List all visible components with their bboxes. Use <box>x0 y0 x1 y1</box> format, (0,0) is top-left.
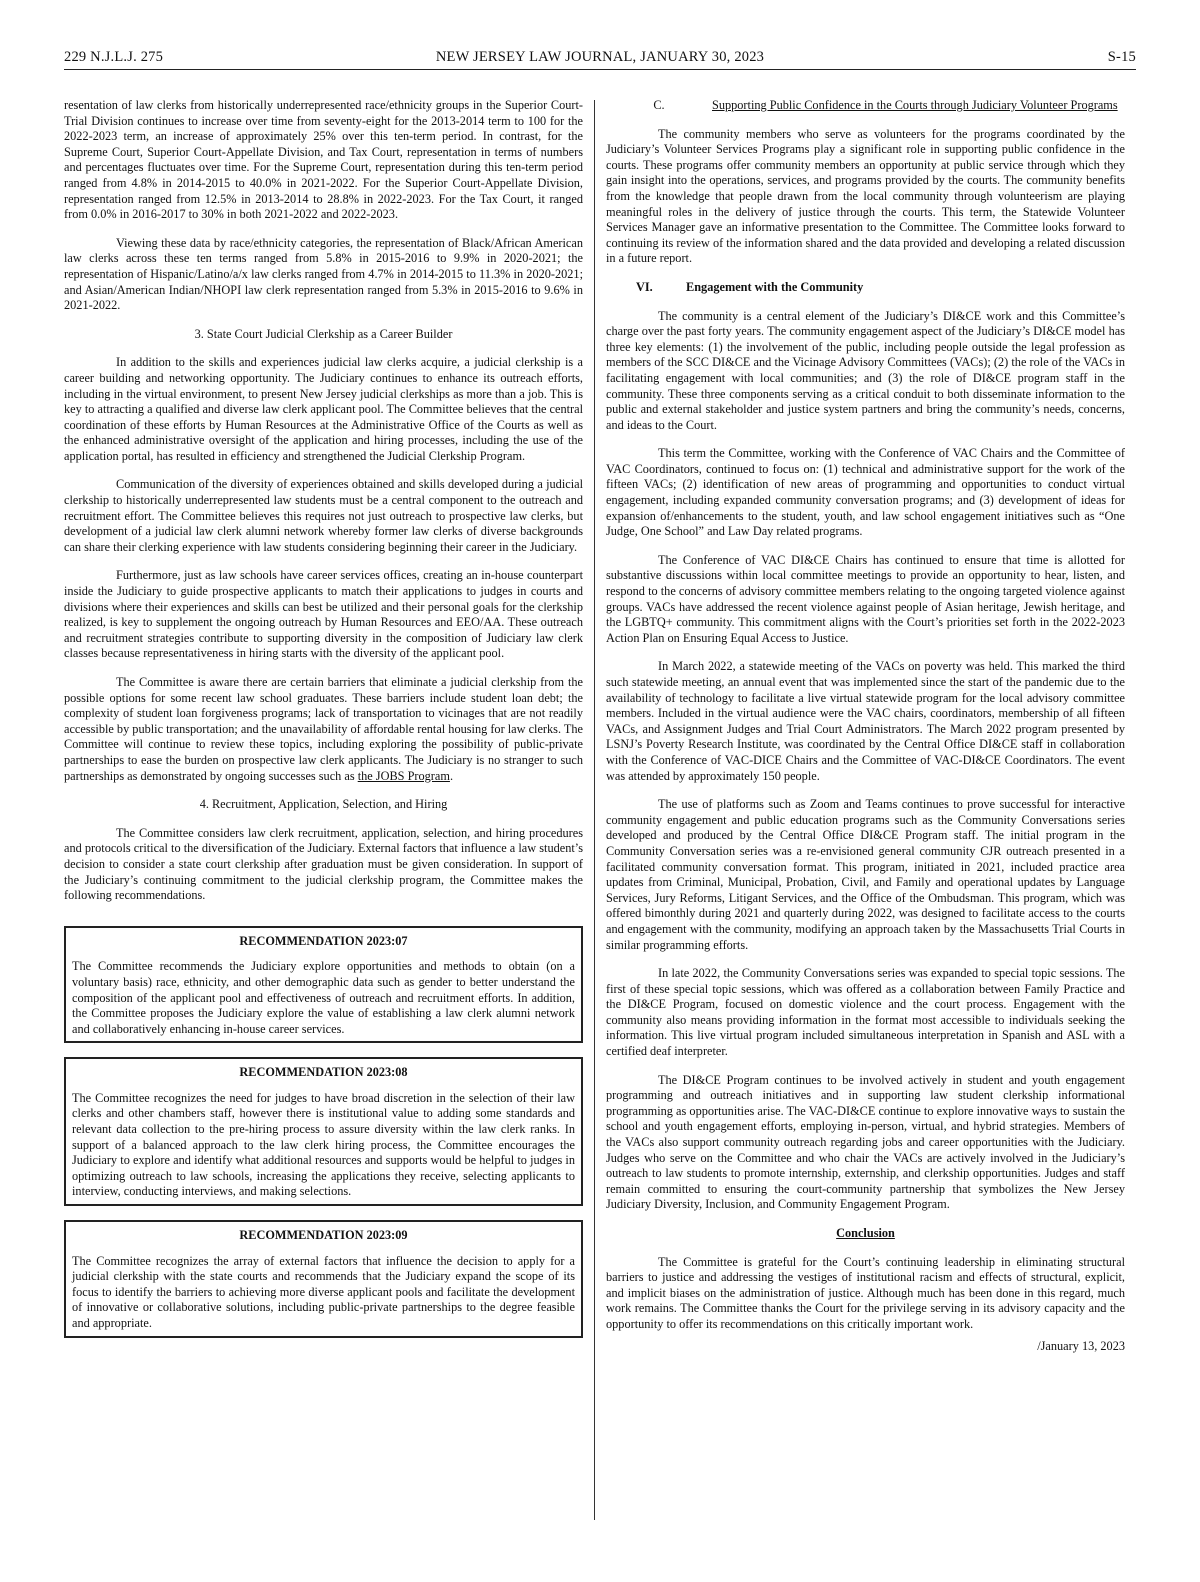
section-title: Supporting Public Confidence in the Courts through Judiciary Volunteer Programs <box>712 98 1118 112</box>
jobs-program-link[interactable]: the JOBS Program <box>357 768 450 783</box>
paragraph-end: . <box>449 768 454 783</box>
paragraph: Furthermore, just as law schools have career services offices, creating an in-house counterpart inside the Judiciary to guide prospective applicants to match their applications to judges in courts and divisions where their experiences and skills can best be utilized and their personal goals for the clerkship realized, is key to supplement the ongoing outreach by Human Resources and EEO/AA. These outreach and recruitment strategies contribute to supporting diversity in the composition of Judiciary law clerk classes because representativeness in hiring starts with the diversity of the applicant pool. <box>64 568 583 661</box>
paragraph: The community members who serve as volunteers for the programs coordinated by the Judiciary’s Volunteer Services Programs play a significant role in supporting public confidence in the courts. These programs offer community members an opportunity at public service through which they gain insight into the operations, services, and programs provided by the courts. The community benefits from the knowledge that people drawn from the local community through volunteerism are playing meaningful roles in the delivery of justice through the courts. This term, the Statewide Volunteer Services Manager gave an informative presentation to the Committee. The Committee looks forward to continuing its review of the information shared and the data provided and developing a related discussion in a future report. <box>606 126 1125 266</box>
section-title: Engagement with the Community <box>686 279 864 294</box>
column-divider <box>594 100 595 1520</box>
page-number: S-15 <box>1107 49 1136 65</box>
right-column <box>606 98 1125 1354</box>
recommendation-text: The Committee recommends the Judiciary explore opportunities and methods to obtain (on a voluntary basis) race, ethnicity, and other demographic data such as gender to better understand the composition of the applicant pool and effectiveness of outreach and recruitment efforts. In addition, the Committee proposes the Judiciary explore the value of establishing a law clerk alumni network and collaboratively enhancing in-house career services. <box>72 959 575 1036</box>
recommendation-title: RECOMMENDATION 2023:07 <box>239 933 408 948</box>
paragraph: In addition to the skills and experiences judicial law clerks acquire, a judicial clerkship is a career building and networking opportunity. The Judiciary continues to enhance its outreach efforts, including in the virtual environment, to present New Jersey judicial clerkships as more than a job. This is key to attracting a qualified and diverse law clerk applicant pool. The Committee believes that the central coordination of these efforts by Human Resources at the Administrative Office of the Courts as well as the enhanced administrative oversight of the application and hiring processes, including the use of the application portal, has resulted in efficiency and strengthened the Judicial Clerkship Program. <box>64 355 583 463</box>
recommendation-box <box>64 1220 583 1338</box>
paragraph: The community is a central element of the Judiciary’s DI&CE work and this Committee’s charge over the past forty years. The community engagement aspect of the Judiciary’s DI&CE model has three key elements: (1) the involvement of the public, including people outside the legal profession as members of the SCC DI&CE and the Vicinage Advisory Committees (VACs); (2) the role of the VACs in facilitating engagement with local communities; and (3) the role of DI&CE program staff in the community. These three components serving as a critical conduit to both disseminate information to the public and external stakeholder and justice system partners and bring the community’s needs, concerns, and ideas to the Court. <box>606 308 1125 432</box>
paragraph: The Committee considers law clerk recruitment, application, selection, and hiring procedures and protocols critical to the diversification of the Judiciary. External factors that influence a law student’s decision to consider a state court clerkship after graduation must be given consideration. In support of the Judiciary’s continuing commitment to the judicial clerkship program, the Committee makes the following recommendations. <box>64 825 583 903</box>
page-header <box>64 49 1136 70</box>
recommendation-box <box>64 926 583 1044</box>
paragraph: This term the Committee, working with the Conference of VAC Chairs and the Committee of VAC Coordinators, continued to focus on: (1) technical and administrative support for the work of the fifteen VACs; (2) identification of new areas of programming and opportunities to conduct virtual engagement, including expanded community conversation programs; and (3) development of ideas for expansion of/enhancements to the student, youth, and law school engagement initiatives such as “One Judge, One School” and Law Day related programs. <box>606 446 1125 539</box>
recommendation-title: RECOMMENDATION 2023:08 <box>239 1065 408 1080</box>
section-label: C. <box>653 98 665 112</box>
paragraph: The use of platforms such as Zoom and Teams continues to prove successful for interactive community engagement and public education programs such as the Community Conversations series developed and produced by the Central Office DI&CE Program staff. The initial program in the Community Conversation series was a re-envisioned general community CJR outreach presented in a facilitated community conversation format. This program, initiated in 2021, included practice area updates from Criminal, Municipal, Probation, Civil, and Family and operational updates by Language Services, Jury Reforms, Litigant Services, and the Office of the Ombudsman. This program, which was offered bimonthly during 2021 and quarterly during 2022, was designed to facilitate access to the courts and engagement with the community, modifying an approach taken by the Massachusetts Trial Courts in similar programming efforts. <box>606 797 1125 952</box>
paragraph: Viewing these data by race/ethnicity categories, the representation of Black/African American law clerks across these ten terms ranged from 5.8% in 2015-2016 to 9.9% in 2020-2021; the representation of Hispanic/Latino/a/x law clerks ranged from 4.7% in 2014-2015 to 11.3% in 2020-2021; and Asian/American Indian/NHOPI law clerk representation ranged from 5.3% in 2015-2016 to 9.6% in 2021-2022. <box>64 235 583 313</box>
left-column <box>64 98 583 1352</box>
recommendation-text: The Committee recognizes the need for judges to have broad discretion in the selection of their law clerks and other chambers staff, however there is institutional value to adding some standards and relevant data collection to the pre-hiring process to assure diversity within the law clerk ranks. In support of a balanced approach to the law clerk hiring process, the Committee encourages the Judiciary to explore and identify what additional resources and supports would be helpful to judges in optimizing outreach to law schools, increasing the applications they receive, selecting applicants to interview, conducting interviews, and making selections. <box>72 1090 575 1199</box>
paragraph-text: The Committee is aware there are certain barriers that eliminate a judicial clerkship from the possible options for some recent law school graduates. These barriers include student loan debt; the complexity of student loan forgiveness programs; lack of transportation to vicinages that are not readily accessible by public transportation; and the unavailability of affordable rental housing for law clerks. The Committee will continue to review these topics, including exploring the possibility of public-private partnerships to ease the burden on prospective law clerk applicants. The Judiciary is no stranger to such partnerships as demonstrated by ongoing successes such as <box>64 675 583 783</box>
paragraph: The Committee is grateful for the Court’s continuing leadership in eliminating structural barriers to justice and addressing the vestiges of institutional racism and effects of structural, explicit, and implicit biases on the administration of justice. Although much has been done in this regard, much work remains. The Committee thanks the Court for the privilege serving in its advisory capacity and the opportunity to offer its recommendations on this critically important work. <box>606 1254 1125 1331</box>
paragraph: Communication of the diversity of experiences obtained and skills developed during a judicial clerkship to historically underrepresented law students must be a central component to the outreach and recruitment effort. The Committee believes this requires not just outreach to prospective law clerks, but development of a judicial law clerk alumni network whereby former law clerks of diverse backgrounds can share their clerking experience with law students considering beginning their career in the Judiciary. <box>64 477 583 554</box>
paragraph: resentation of law clerks from historically underrepresented race/ethnicity groups in the Superior Court-Trial Division continues to increase over time from seventy-eight for the 2013-2014 term to 100 for the 2022-2023 term, an increase of approximately 25% over this ten-term period. In contrast, for the Supreme Court, Superior Court-Appellate Division, and Tax Court, representation in terms of numbers and percentages fluctuates over time. For the Supreme Court, representation during this ten-term period ranged from 4.8% in 2014-2015 to 40.0% in 2021-2022. For the Superior Court-Appellate Division, representation ranged from 12.5% in 2013-2014 to 28.8% in 2022-2023. For the Tax Court, it ranged from 0.0% in 2016-2017 to 30% in both 2021-2022 and 2022-2023. <box>64 98 583 222</box>
paragraph: The Conference of VAC DI&CE Chairs has continued to ensure that time is allotted for substantive discussions within local committee meetings to provide an opportunity to hear, listen, and respond to the concerns of advisory committee members relating to the ongoing targeted violence against groups. VACs have addressed the recent violence against people of Asian heritage, Jewish heritage, and the LGBTQ+ community. This commitment aligns with the Court’s priorities set forth in the 2022-2023 Action Plan on Ensuring Equal Access to Justice. <box>606 552 1125 645</box>
paragraph <box>64 675 583 784</box>
recommendation-box <box>64 1057 583 1206</box>
paragraph: In March 2022, a statewide meeting of the VACs on poverty was held. This marked the third such statewide meeting, an annual event that was implemented since the start of the pandemic due to the availability of technology to facilitate a live virtual statewide program for the local advisory committee members. Included in the virtual audience were the VAC chairs, coordinators, membership of all fifteen VACs, and Assignment Judges and Trial Court Administrators. The March 2022 program presented by LSNJ’s Poverty Research Institute, was coordinated by the Central Office DI&CE staff in collaboration with the Conference of VAC-DICE Chairs and the Committee of VAC-DI&CE Coordinators. The event was attended by approximately 150 people. <box>606 659 1125 783</box>
recommendation-title: RECOMMENDATION 2023:09 <box>239 1228 408 1243</box>
conclusion-heading: Conclusion <box>836 1226 895 1240</box>
section-vi-heading <box>606 280 1125 296</box>
recommendation-text: The Committee recognizes the array of external factors that influence the decision to apply for a judicial clerkship with the state courts and recommends that the Judiciary expand the scope of its focus to identify the barriers to achieving more diverse applicant pools and facilitate the development of innovative or collaborative solutions, including public-private partnerships to the degree feasible and appropriate. <box>72 1253 575 1330</box>
report-date: /January 13, 2023 <box>1037 1338 1125 1353</box>
paragraph: In late 2022, the Community Conversations series was expanded to special topic sessions. The first of these special topic sessions, which was offered as a collaboration between Family Practice and the DI&CE Program, focused on domestic violence and the court process. Engagement with the community also means providing information in the format most accessible to individuals seeking the information. This live virtual program included simultaneous interpretation in Spanish and ASL with a certified deaf interpreter. <box>606 966 1125 1059</box>
paragraph: The DI&CE Program continues to be involved actively in student and youth engagement programming and outreach initiatives and in supporting law student clerkship informational programming as opportunities arise. The VAC-DI&CE continue to explore innovative ways to sustain the school and youth engagement efforts, employing in-person, virtual, and hybrid strategies. Members of the VACs also support community outreach regarding jobs and career opportunities with the Judiciary. Judges who serve on the Committee and who chair the VACs are actively involved in the Judiciary’s outreach to law students to promote internship, externship, and clerkship opportunities. Judges and staff remain committed to ensuring the court-community partnership that symbolizes the New Jersey Judiciary Diversity, Inclusion, and Community Engagement Program. <box>606 1072 1125 1212</box>
subheading-4: 4. Recruitment, Application, Selection, and Hiring <box>199 797 448 812</box>
section-number: VI. <box>636 279 653 294</box>
section-c-heading <box>606 98 1125 114</box>
journal-title: NEW JERSEY LAW JOURNAL, JANUARY 30, 2023 <box>435 49 765 65</box>
citation: 229 N.J.L.J. 275 <box>64 49 164 65</box>
subheading-3: 3. State Court Judicial Clerkship as a Career Builder <box>194 326 453 341</box>
